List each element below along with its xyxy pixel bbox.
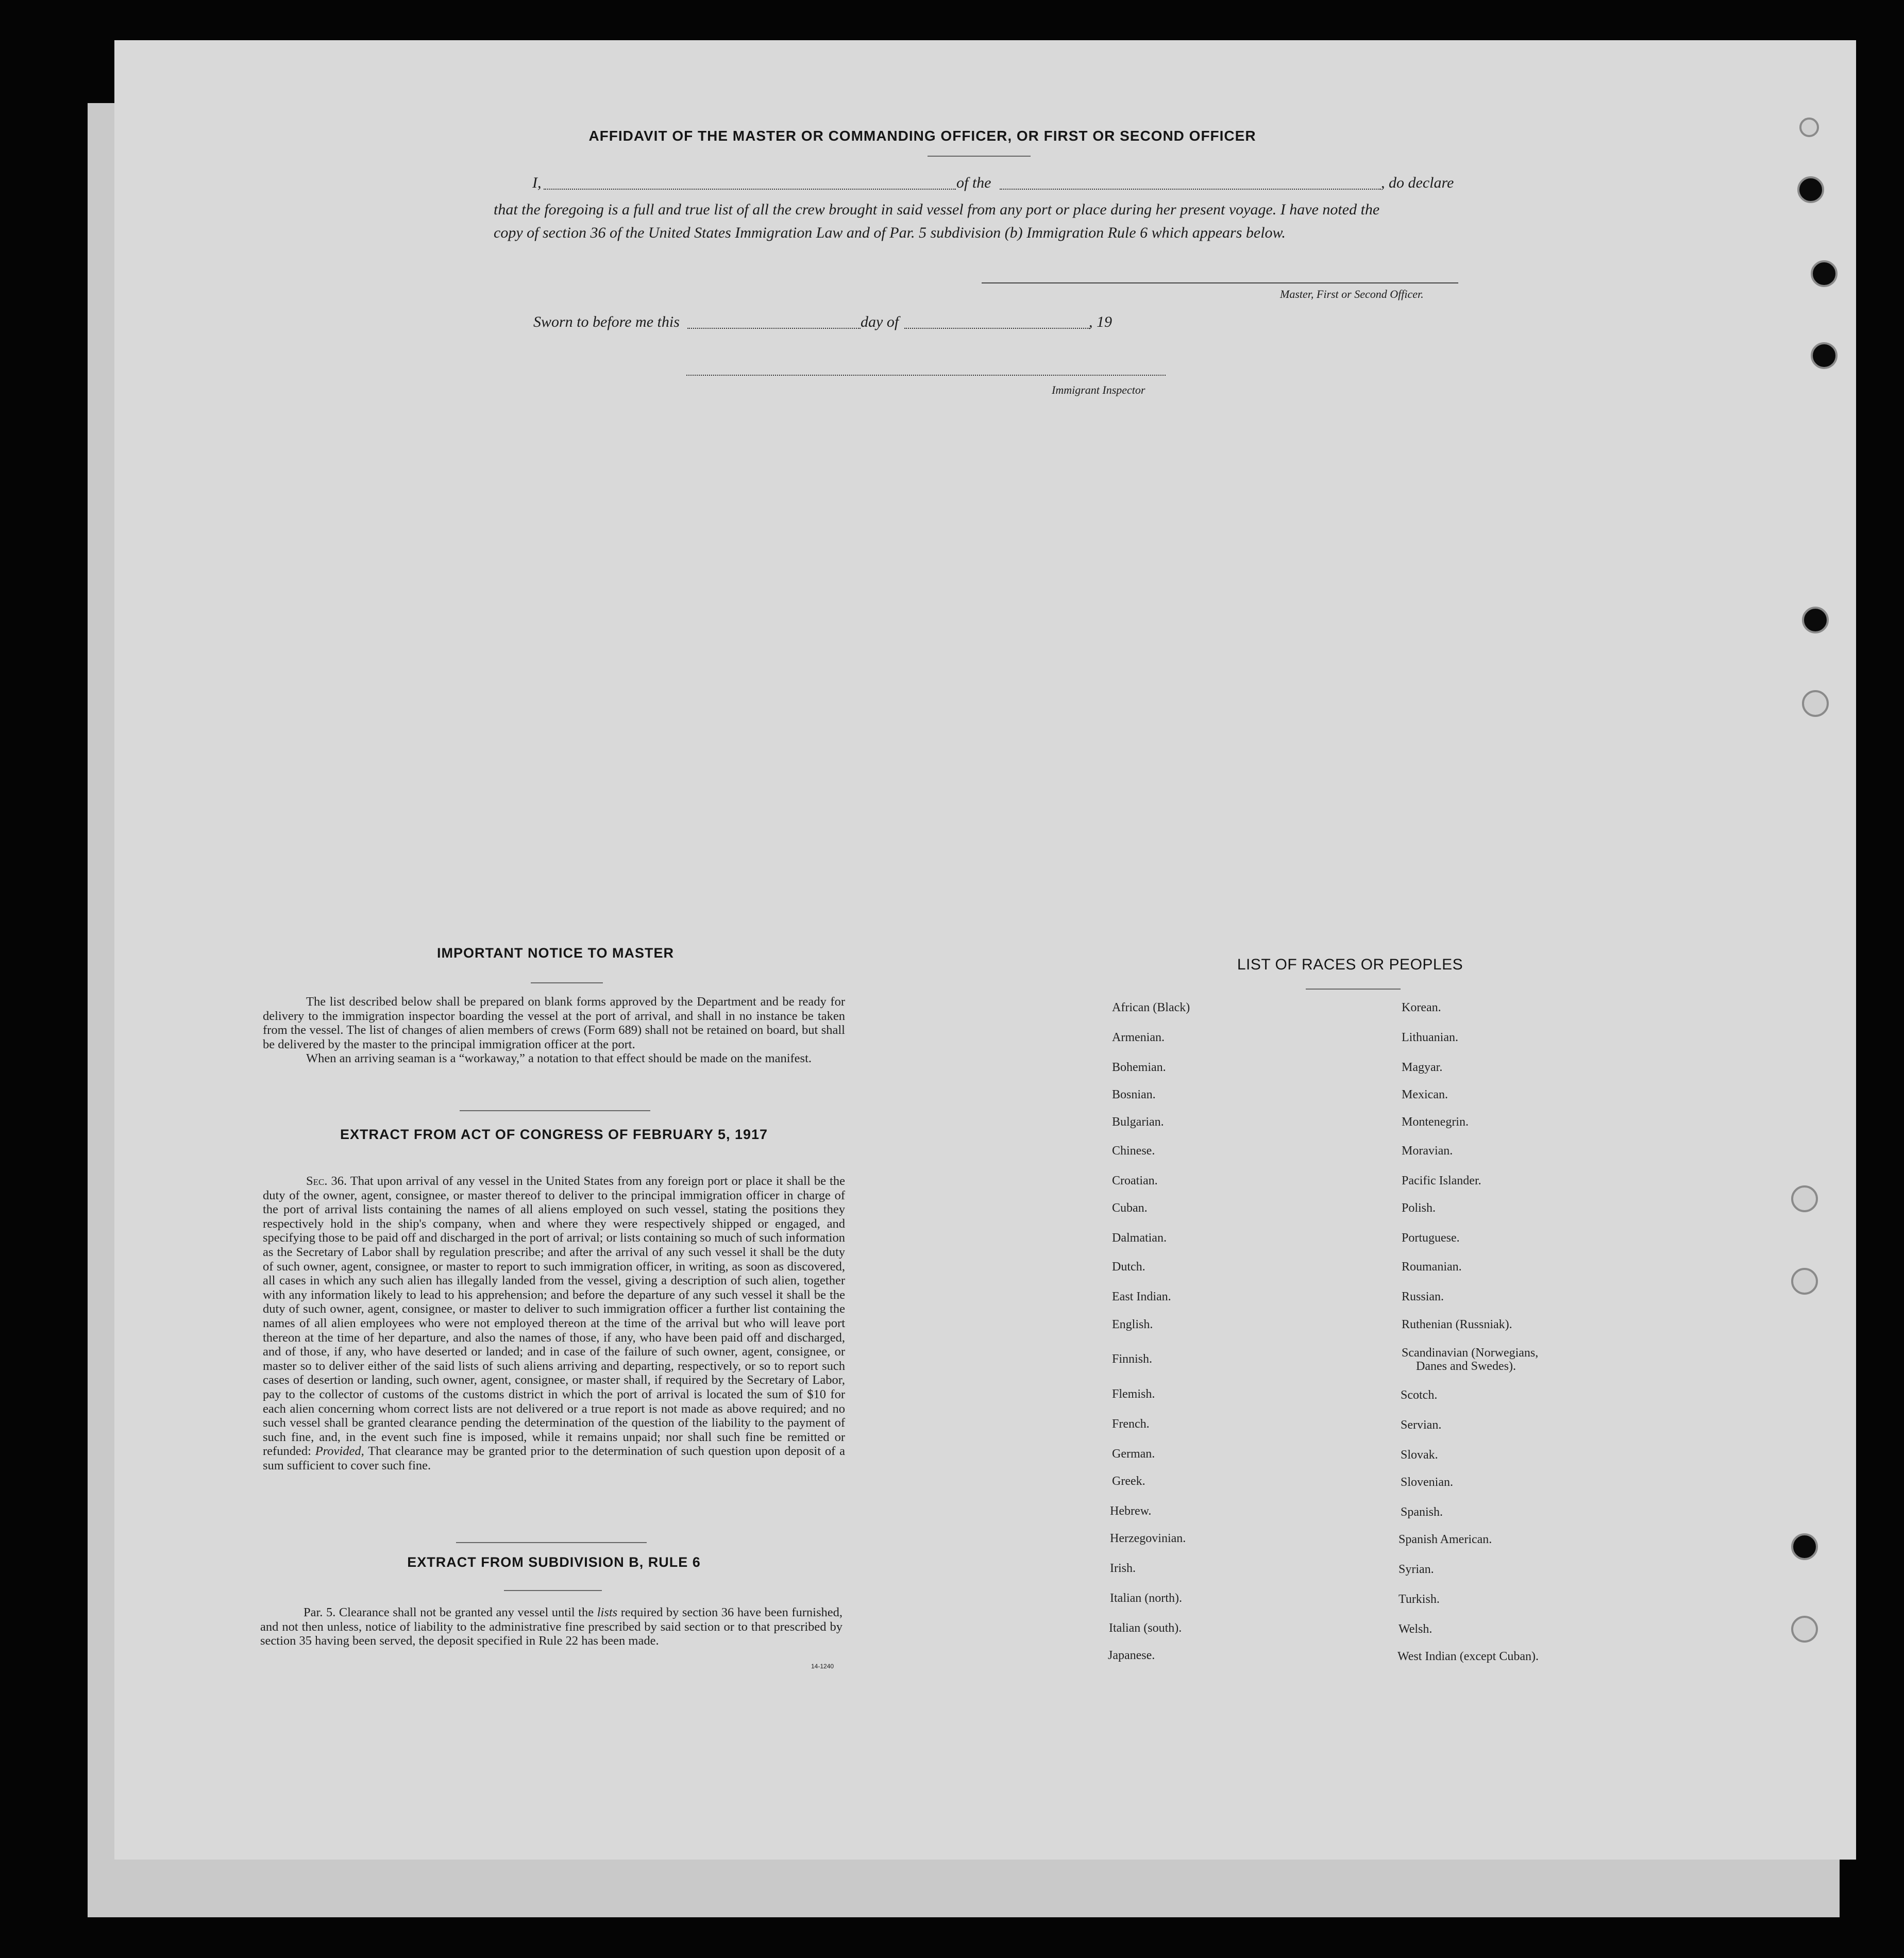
race-left: Italian (south).	[1109, 1621, 1182, 1635]
notice-body	[263, 995, 845, 1066]
race-left: Armenian.	[1112, 1031, 1165, 1044]
race-right: Polish.	[1402, 1201, 1436, 1215]
binder-hole	[1791, 1185, 1818, 1212]
race-left: African (Black)	[1112, 1001, 1190, 1014]
race-left: Italian (north).	[1110, 1592, 1182, 1605]
race-right: West Indian (except Cuban).	[1397, 1650, 1539, 1663]
race-right: Slovak.	[1401, 1448, 1438, 1462]
race-left: Greek.	[1112, 1475, 1145, 1488]
race-right: Ruthenian (Russniak).	[1402, 1318, 1512, 1331]
notice-rule	[531, 982, 603, 983]
binder-hole	[1811, 260, 1838, 287]
race-right: Spanish American.	[1398, 1533, 1492, 1546]
race-left: Herzegovinian.	[1110, 1532, 1186, 1545]
affidavit-line1-start: I,	[532, 174, 542, 191]
race-right: Montenegrin.	[1402, 1115, 1469, 1129]
affidavit-line3: copy of section 36 of the United States Immigration Law and of Par. 5 subdivision (b) Immigration Rule 6 which appears below.	[494, 224, 1286, 241]
notice-title: IMPORTANT NOTICE TO MASTER	[437, 945, 674, 961]
race-left: Japanese.	[1108, 1649, 1155, 1662]
affidavit-title: AFFIDAVIT OF THE MASTER OR COMMANDING OFFICER, OR FIRST OR SECOND OFFICER	[588, 128, 1256, 144]
binder-hole	[1791, 1616, 1818, 1643]
inspector-label: Immigrant Inspector	[1052, 383, 1145, 396]
affidavit-line2: that the foregoing is a full and true list of all the crew brought in said vessel from any port or place during her present voyage. I have noted the	[494, 201, 1380, 218]
form-number: 14-1240	[811, 1663, 834, 1670]
race-left: Bosnian.	[1112, 1088, 1156, 1101]
rule-title-rule	[504, 1590, 602, 1591]
sworn-day-of: day of	[861, 313, 899, 330]
rule-lists: lists	[597, 1605, 618, 1619]
sworn-day-field[interactable]	[687, 328, 861, 329]
race-left: English.	[1112, 1318, 1153, 1331]
race-right: Mexican.	[1402, 1088, 1448, 1101]
race-left: Bohemian.	[1112, 1061, 1166, 1074]
binder-hole	[1802, 690, 1829, 717]
race-left: Cuban.	[1112, 1201, 1148, 1215]
race-left: Dalmatian.	[1112, 1231, 1167, 1245]
inspector-signature-line[interactable]	[686, 375, 1166, 376]
sworn-start: Sworn to before me this	[533, 313, 680, 330]
act-title: EXTRACT FROM ACT OF CONGRESS OF FEBRUARY 5, 1917	[340, 1127, 768, 1142]
race-left: German.	[1112, 1447, 1155, 1461]
notice-paragraph-2: When an arriving seaman is a “workaway,” a notation to that effect should be made on the manifest.	[306, 1051, 812, 1066]
name-field[interactable]	[544, 189, 956, 190]
form-page	[114, 40, 1856, 1860]
race-right: Moravian.	[1402, 1144, 1453, 1158]
race-right-continued: Danes and Swedes).	[1416, 1360, 1516, 1373]
rule-title: EXTRACT FROM SUBDIVISION B, RULE 6	[407, 1554, 701, 1570]
race-left: Chinese.	[1112, 1144, 1155, 1158]
act-section-label: Sec. 36.	[306, 1174, 347, 1188]
act-provided: Provided,	[315, 1444, 364, 1459]
race-left: French.	[1112, 1417, 1150, 1431]
races-title-rule	[1306, 989, 1401, 990]
binder-hole	[1791, 1533, 1818, 1560]
affidavit-line1-end: , do declare	[1381, 174, 1454, 191]
races-title: LIST OF RACES OR PEOPLES	[1237, 956, 1463, 973]
title-rule	[928, 156, 1031, 157]
race-right: Roumanian.	[1402, 1260, 1462, 1274]
section-divider	[456, 1542, 647, 1543]
race-left: Hebrew.	[1110, 1504, 1152, 1518]
act-body	[263, 1174, 845, 1472]
race-right: Scandinavian (Norwegians,	[1402, 1346, 1539, 1360]
race-right: Pacific Islander.	[1402, 1174, 1481, 1187]
sworn-month-field[interactable]	[904, 328, 1090, 329]
rule-text-a: Par. 5. Clearance shall not be granted any vessel until the	[304, 1605, 594, 1619]
rule-body	[260, 1605, 843, 1648]
race-left: Croatian.	[1112, 1174, 1158, 1187]
race-right: Russian.	[1402, 1290, 1444, 1303]
binder-hole	[1791, 1268, 1818, 1295]
race-left: Finnish.	[1112, 1352, 1153, 1366]
binder-hole	[1802, 607, 1829, 633]
race-right: Welsh.	[1398, 1622, 1433, 1636]
binder-hole	[1797, 176, 1824, 203]
section-divider	[460, 1110, 650, 1111]
binder-hole	[1799, 118, 1819, 137]
race-right: Magyar.	[1402, 1061, 1443, 1074]
race-right: Servian.	[1401, 1418, 1442, 1432]
race-right: Scotch.	[1401, 1388, 1438, 1402]
race-right: Syrian.	[1398, 1563, 1434, 1576]
race-left: Flemish.	[1112, 1387, 1155, 1401]
rule-text-b: required by section 36 have been furnished, and not then unless, notice of liability to the administrative fine prescribed by said section or to that prescribed by section 35 having been served, the deposit specified in Rule 22 has been made.	[260, 1605, 843, 1648]
race-right: Korean.	[1402, 1001, 1441, 1014]
vessel-field[interactable]	[1000, 189, 1381, 190]
race-left: Dutch.	[1112, 1260, 1145, 1274]
race-right: Turkish.	[1398, 1593, 1440, 1606]
race-left: Irish.	[1110, 1562, 1136, 1575]
act-text: That upon arrival of any vessel in the United States from any foreign port or place it shall be the duty of the owner, agent, consignee, or master thereof to deliver to the principal immigration officer in charge of the port of arrival lists containing the names of all aliens employed on such vessel, stating the positions they respectively hold in the ship's company, when and where they were respectively shipped or engaged, and specifying those to be paid off and discharged in the port of arrival; or lists containing so much of such information as the Secretary of Labor shall by regulation prescribe; and after the arrival of any such vessel it shall be the duty of such owner, agent, consignee, or master to report to such immigration officer, in writing, as soon as discovered, all cases in which any such alien has illegally landed from the vessel, giving a description of such alien, together with any information likely to lead to his apprehension; and before the departure of any such vessel it shall be the duty of such owner, agent, consignee, or master to deliver to such immigration officer a further list containing the names of all alien employees who were not employed thereon at the time of the arrival but who will leave port thereon at the time of her departure, and also the names of those, if any, who have been paid off and discharged, and of those, if any, who have deserted or landed; and in case of the failure of such owner, agent, consignee, or master so to deliver either of the said lists of such aliens arriving and departing, respectively, or so to report such cases of desertion or landing, such owner, agent, consignee, or master shall, if required by the Secretary of Labor, pay to the collector of customs of the customs district in which the port of arrival is located the sum of $10 for each alien concerning whom correct lists are not delivered or a true report is not made as above required; and no such vessel shall be granted clearance pending the determination of the question of the liability to the payment of such fine, and, in the event such fine is imposed, while it remains unpaid; nor shall such fine be remitted or refunded:	[263, 1174, 845, 1459]
race-right: Lithuanian.	[1402, 1031, 1458, 1044]
binder-hole	[1811, 342, 1838, 369]
signature-label: Master, First or Second Officer.	[1280, 288, 1424, 300]
sworn-year: , 19	[1089, 313, 1112, 330]
act-text-end: That clearance may be granted prior to the determination of such question upon deposit of a sum sufficient to cover such fine.	[263, 1444, 845, 1472]
race-right: Slovenian.	[1401, 1476, 1453, 1489]
race-left: East Indian.	[1112, 1290, 1171, 1303]
race-right: Spanish.	[1401, 1505, 1443, 1519]
affidavit-line1-of: of the	[956, 174, 991, 191]
notice-paragraph-1: The list described below shall be prepared on blank forms approved by the Department and be ready for delivery to the immigration inspector boarding the vessel at the port of arrival, and shall in no instance be taken from the vessel. The list of changes of alien members of crews (Form 689) shall not be retained on board, but shall be delivered by the master to the principal immigration officer at the port.	[263, 995, 845, 1051]
signature-line[interactable]	[982, 282, 1458, 283]
race-left: Bulgarian.	[1112, 1115, 1164, 1129]
race-right: Portuguese.	[1402, 1231, 1460, 1245]
